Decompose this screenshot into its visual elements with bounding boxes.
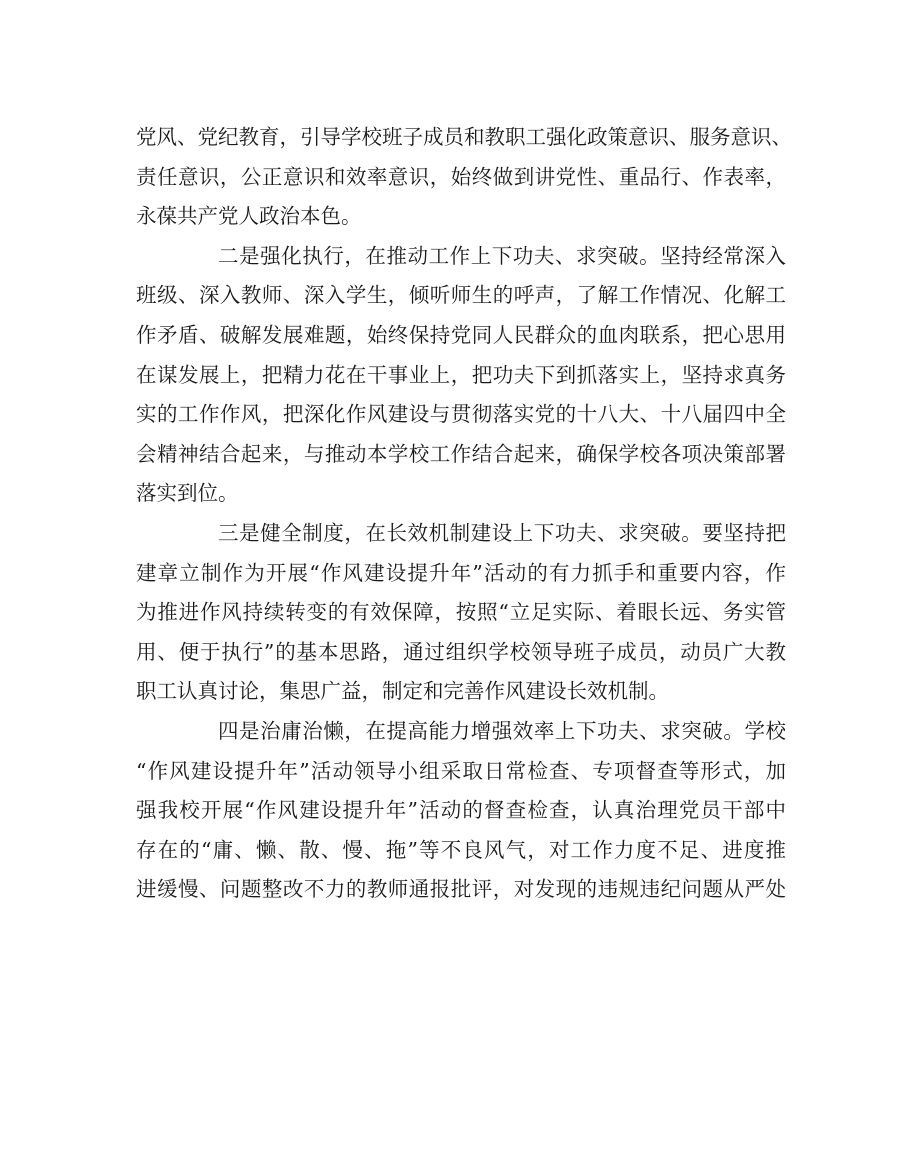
text-line: 二是强化执行，在推动工作上下功夫、求突破。坚持经常深入 — [218, 243, 786, 268]
text-line: 进缓慢、问题整改不力的教师通报批评，对发现的违规违纪问题从严处 — [136, 877, 786, 902]
text-line: 存在的“庸、懒、散、慢、拖”等不良风气，对工作力度不足、进度推 — [136, 837, 786, 862]
text-line: 强我校开展“作风建设提升年”活动的督查检查，认真治理党员干部中 — [136, 798, 786, 823]
text-line: 职工认真讨论，集思广益，制定和完善作风建设长效机制。 — [136, 679, 669, 704]
text-line: 建章立制作为开展“作风建设提升年”活动的有力抓手和重要内容，作 — [136, 560, 786, 585]
text-line: 实的工作作风，把深化作风建设与贯彻落实党的十八大、十八届四中全 — [136, 402, 786, 427]
text-line: 在谋发展上，把精力花在干事业上，把功夫下到抓落实上，坚持求真务 — [136, 362, 786, 387]
text-line: 党风、党纪教育，引导学校班子成员和教职工强化政策意识、服务意识、 — [136, 125, 792, 149]
text-line: 班级、深入教师、深入学生，倾听师生的呼声，了解工作情况、化解工 — [136, 283, 786, 308]
text-line: 三是健全制度，在长效机制建设上下功夫、求突破。要坚持把 — [218, 521, 786, 545]
text-line: “作风建设提升年”活动领导小组采取日常检查、专项督查等形式，加 — [136, 758, 786, 783]
text-line: 作矛盾、破解发展难题，始终保持党同人民群众的血肉联系，把心思用 — [136, 323, 786, 347]
text-line: 为推进作风持续转变的有效保障，按照“立足实际、着眼长远、务实管 — [136, 600, 786, 625]
text-line: 责任意识，公正意识和效率意识，始终做到讲党性、重品行、作表率， — [136, 164, 786, 189]
text-line: 落实到位。 — [136, 481, 239, 506]
text-line: 四是治庸治懒，在提高能力增强效率上下功夫、求突破。学校 — [218, 719, 786, 743]
text-line: 会精神结合起来，与推动本学校工作结合起来，确保学校各项决策部署 — [136, 441, 786, 466]
text-line: 永葆共产党人政治本色。 — [136, 204, 362, 229]
text-line: 用、便于执行”的基本思路，通过组织学校领导班子成员，动员广大教 — [136, 639, 786, 664]
